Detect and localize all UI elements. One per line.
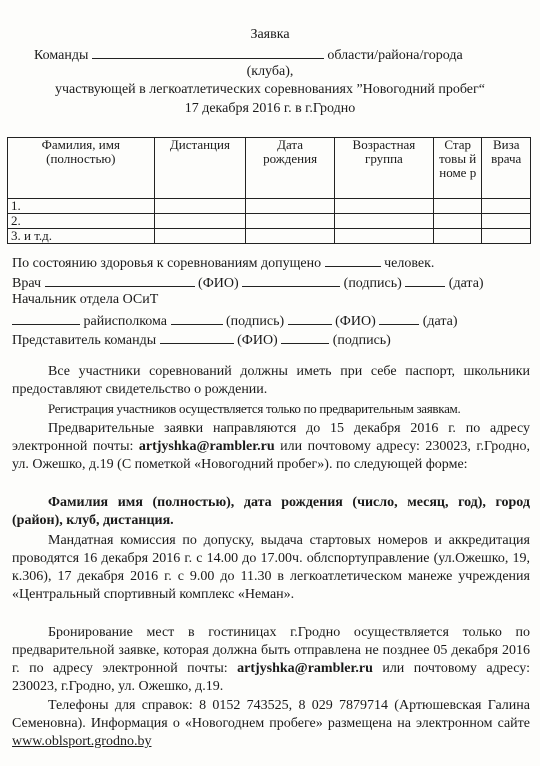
team-line (34, 44, 463, 65)
col-header-birthdate: Дата рождения (246, 138, 335, 199)
table-row (8, 214, 531, 229)
team-suffix: области/района/города (327, 48, 463, 63)
table-row (8, 229, 531, 244)
doctor-line: Врач (ФИО) (подпись) (дата) (12, 272, 484, 293)
team-blank (92, 44, 324, 59)
col-header-start-number: Стар товы й номе р (433, 138, 482, 199)
paragraph-commission: Мандатная комиссия по допуску, выдача стартовых номеров и аккредитация проводятся 16 декабря 2016 г. с 14.00 до 17.00ч. облспортуправление (ул.Ожешко, 19, к.306), 17 декабря 2016 г. с 9.00 до 11.30 в легкоатлетическом манеже учреждения «Центральный спортивный комплекс «Неман». (12, 533, 530, 602)
document-title: Заявка (250, 27, 290, 42)
col-header-doctor-visa: Виза врача (482, 138, 531, 199)
website-link[interactable]: www.oblsport.grodno.by (12, 734, 152, 749)
paragraph-hotel: Бронирование мест в гостиницах г.Гродно осуществляется только по предварительной заявке, которая должна быть отправлена не позднее 05 декабря 2016 г. по адресу электронной почты: artjyshka@rambler.ru или почтовому адресу: 230023, г.Гродно, ул. Ожешко, д.19. (12, 625, 530, 694)
paragraph-contacts: Телефоны для справок: 8 0152 743525, 8 029 7879714 (Артюшевская Галина Семеновна). Информация о «Новогоднем пробеге» размещена на электронном сайте www.oblsport.grodno.by (12, 698, 530, 749)
paragraph-preliminary: Предварительные заявки направляются до 15 декабря 2016 г. по адресу электронной почты: artjyshka@rambler.ru или почтовому адресу: 230023, г.Гродно, ул. Ожешко, д.19 (С пометкой «Новогодний пробег»). по следующей форме: (12, 421, 530, 472)
table-header-row (8, 138, 531, 199)
club-line: (клуба), (246, 64, 294, 79)
col-header-age-group: Возрастная группа (334, 138, 433, 199)
representative-line: Представитель команды (ФИО) (подпись) (12, 329, 391, 350)
date-place-line: 17 декабря 2016 г. в г.Гродно (184, 101, 356, 116)
head-line: Начальник отдела ОСиТ (12, 292, 159, 307)
col-header-name: Фамилия, имя (полностью) (8, 138, 155, 199)
health-line: По состоянию здоровья к соревнованиям допущено человек. (12, 252, 434, 273)
paragraph-documents: Все участники соревнований должны иметь при себе паспорт, школьники предоставляют свидетельство о рождении. (12, 364, 530, 397)
email-address: artjyshka@rambler.ru (138, 439, 275, 454)
table-row (8, 199, 531, 214)
team-prefix: Команды (34, 48, 89, 63)
participation-line: участвующей в легкоатлетических соревнованиях ”Новогодний пробег“ (55, 82, 485, 97)
row-number: 3. и т.д. (8, 229, 155, 244)
district-line: райисполкома (подпись) (ФИО) (дата) (12, 310, 458, 331)
row-number: 1. (8, 199, 155, 214)
col-header-distance: Дистанция (154, 138, 246, 199)
application-form-table (7, 137, 531, 244)
row-number: 2. (8, 214, 155, 229)
email-address: artjyshka@rambler.ru (237, 661, 373, 676)
paragraph-registration: Регистрация участников осуществляется только по предварительным заявкам. (48, 401, 461, 416)
paragraph-form-fields: Фамилия имя (полностью), дата рождения (число, месяц, год), город (район), клуб, дистанция. (12, 495, 530, 528)
